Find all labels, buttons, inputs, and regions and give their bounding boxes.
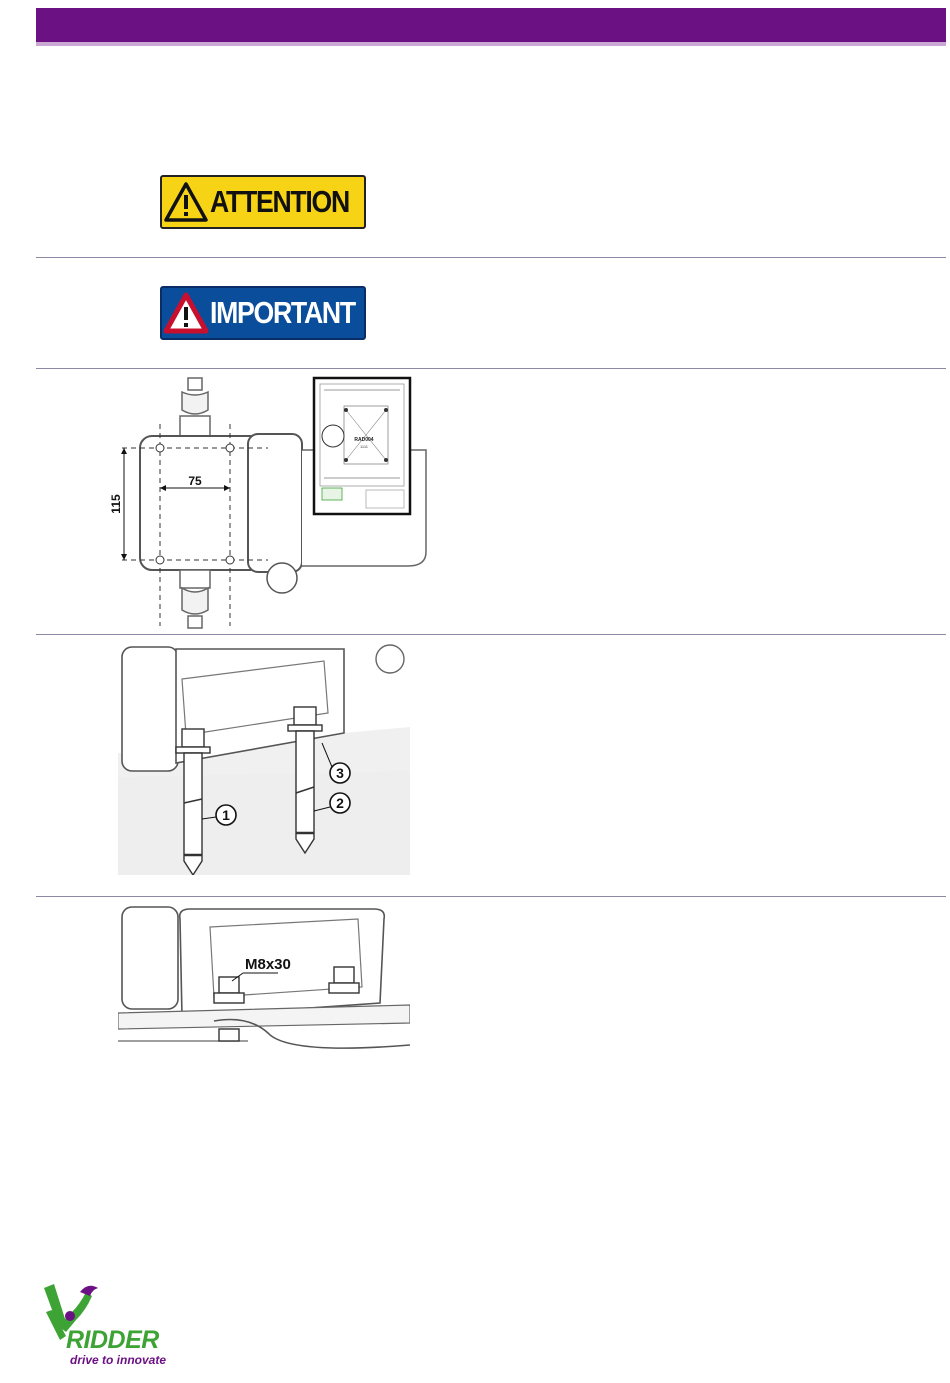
important-badge — [160, 286, 366, 340]
important-label: IMPORTANT — [210, 295, 355, 330]
ridder-logo — [36, 1282, 186, 1372]
section-divider — [36, 634, 946, 635]
logo-name: RIDDER — [66, 1326, 159, 1354]
dim-width-label: 75 — [188, 474, 202, 488]
dim-height-label: 115 — [109, 494, 123, 514]
section-divider — [36, 257, 946, 258]
bolt-detail-figure — [118, 905, 410, 1069]
callout-3: 3 — [336, 765, 344, 781]
header-bar-shadow — [36, 42, 946, 46]
bolt-size-label: M8x30 — [245, 956, 291, 973]
template-sub: 1111 — [359, 444, 369, 449]
template-code: RAD004 — [354, 437, 374, 443]
attention-label: ATTENTION — [210, 184, 349, 219]
warning-triangle-icon — [162, 288, 210, 338]
anchor-bolt-figure — [118, 643, 410, 875]
mounting-dimensions-figure — [108, 374, 433, 634]
logo-tagline: drive to innovate — [70, 1353, 167, 1367]
warning-triangle-icon — [162, 177, 210, 227]
callout-2: 2 — [336, 795, 344, 811]
section-divider — [36, 896, 946, 897]
section-divider — [36, 368, 946, 369]
attention-badge — [160, 175, 366, 229]
header-bar — [36, 8, 946, 42]
callout-1: 1 — [222, 807, 230, 823]
